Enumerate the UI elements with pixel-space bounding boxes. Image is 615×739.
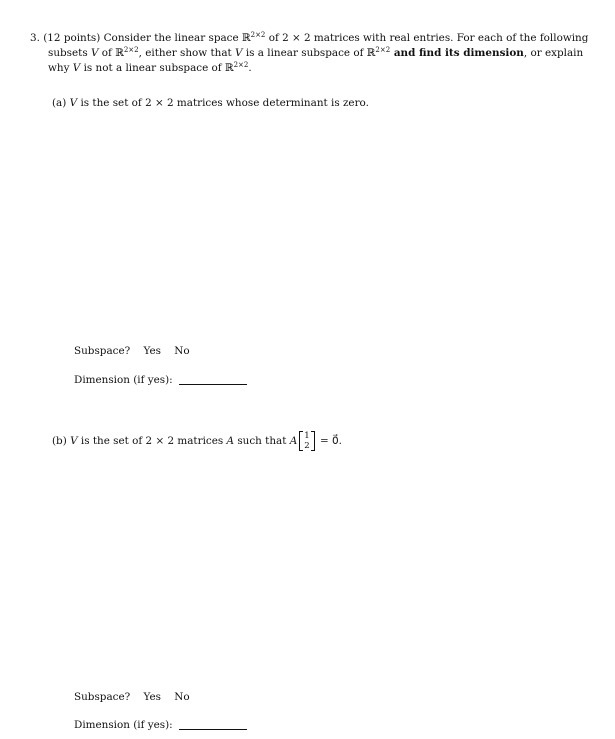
math-var: V — [69, 97, 78, 109]
vector-entry: 1 — [304, 431, 310, 441]
math-exponent: 2×2 — [123, 46, 139, 54]
text: . — [248, 62, 252, 74]
text: why — [48, 62, 73, 74]
part-b-question — [52, 431, 342, 451]
math-var: A — [226, 435, 235, 447]
math-var: V — [72, 62, 81, 74]
vector-entry: 2 — [304, 441, 310, 451]
math-var: V — [70, 435, 78, 447]
math-space: ℝ — [241, 32, 251, 44]
yes-option[interactable]: Yes — [143, 345, 161, 357]
text: subsets — [48, 47, 91, 59]
math-space: ℝ — [224, 62, 234, 74]
text: is the set of 2 × 2 matrices — [77, 435, 227, 447]
problem-line-1 — [30, 31, 588, 45]
part-a-dimension — [74, 373, 247, 387]
dimension-answer-blank[interactable] — [179, 719, 247, 730]
column-vector — [299, 431, 314, 451]
text: is not a linear subspace of — [80, 62, 225, 74]
dimension-label: Dimension (if yes): — [74, 374, 173, 386]
math-exponent: 2×2 — [233, 61, 249, 69]
part-a-subspace — [74, 344, 190, 358]
problem-line-3 — [48, 61, 252, 75]
subspace-label: Subspace? — [74, 691, 131, 703]
yes-option[interactable]: Yes — [143, 691, 161, 703]
part-b-subspace — [74, 690, 190, 704]
text: Consider the linear space — [103, 32, 242, 44]
problem-points: (12 points) — [43, 32, 101, 44]
text: . — [338, 435, 342, 447]
subspace-label: Subspace? — [74, 345, 131, 357]
text: of 2 × 2 matrices with real entries. For each of the following — [265, 32, 589, 44]
problem-line-2 — [48, 46, 583, 60]
part-label: (a) — [52, 97, 67, 109]
math-space: ℝ — [115, 47, 124, 59]
text: of — [98, 47, 116, 59]
zero-vector: 0⃗ — [331, 435, 339, 447]
text: such that — [234, 435, 290, 447]
equals-sign: = — [316, 435, 332, 447]
text: , or explain — [523, 47, 584, 59]
math-var: A — [289, 435, 298, 447]
text: is the set of 2 × 2 matrices whose determinant is zero. — [77, 97, 369, 109]
dimension-label: Dimension (if yes): — [74, 719, 173, 731]
part-a-question — [52, 96, 369, 110]
dimension-answer-blank[interactable] — [179, 374, 247, 385]
bold-text: and find its dimension — [390, 47, 524, 59]
no-option[interactable]: No — [174, 691, 190, 703]
math-space: ℝ — [366, 47, 376, 59]
math-exponent: 2×2 — [250, 31, 266, 39]
text: , either show that — [138, 47, 236, 59]
text: is a linear subspace of — [242, 47, 367, 59]
math-exponent: 2×2 — [375, 46, 391, 54]
math-var: V — [90, 47, 99, 59]
math-var: V — [235, 47, 243, 59]
part-label: (b) — [52, 435, 67, 447]
problem-number: 3. — [30, 32, 40, 44]
no-option[interactable]: No — [174, 345, 190, 357]
part-b-dimension — [74, 718, 247, 732]
